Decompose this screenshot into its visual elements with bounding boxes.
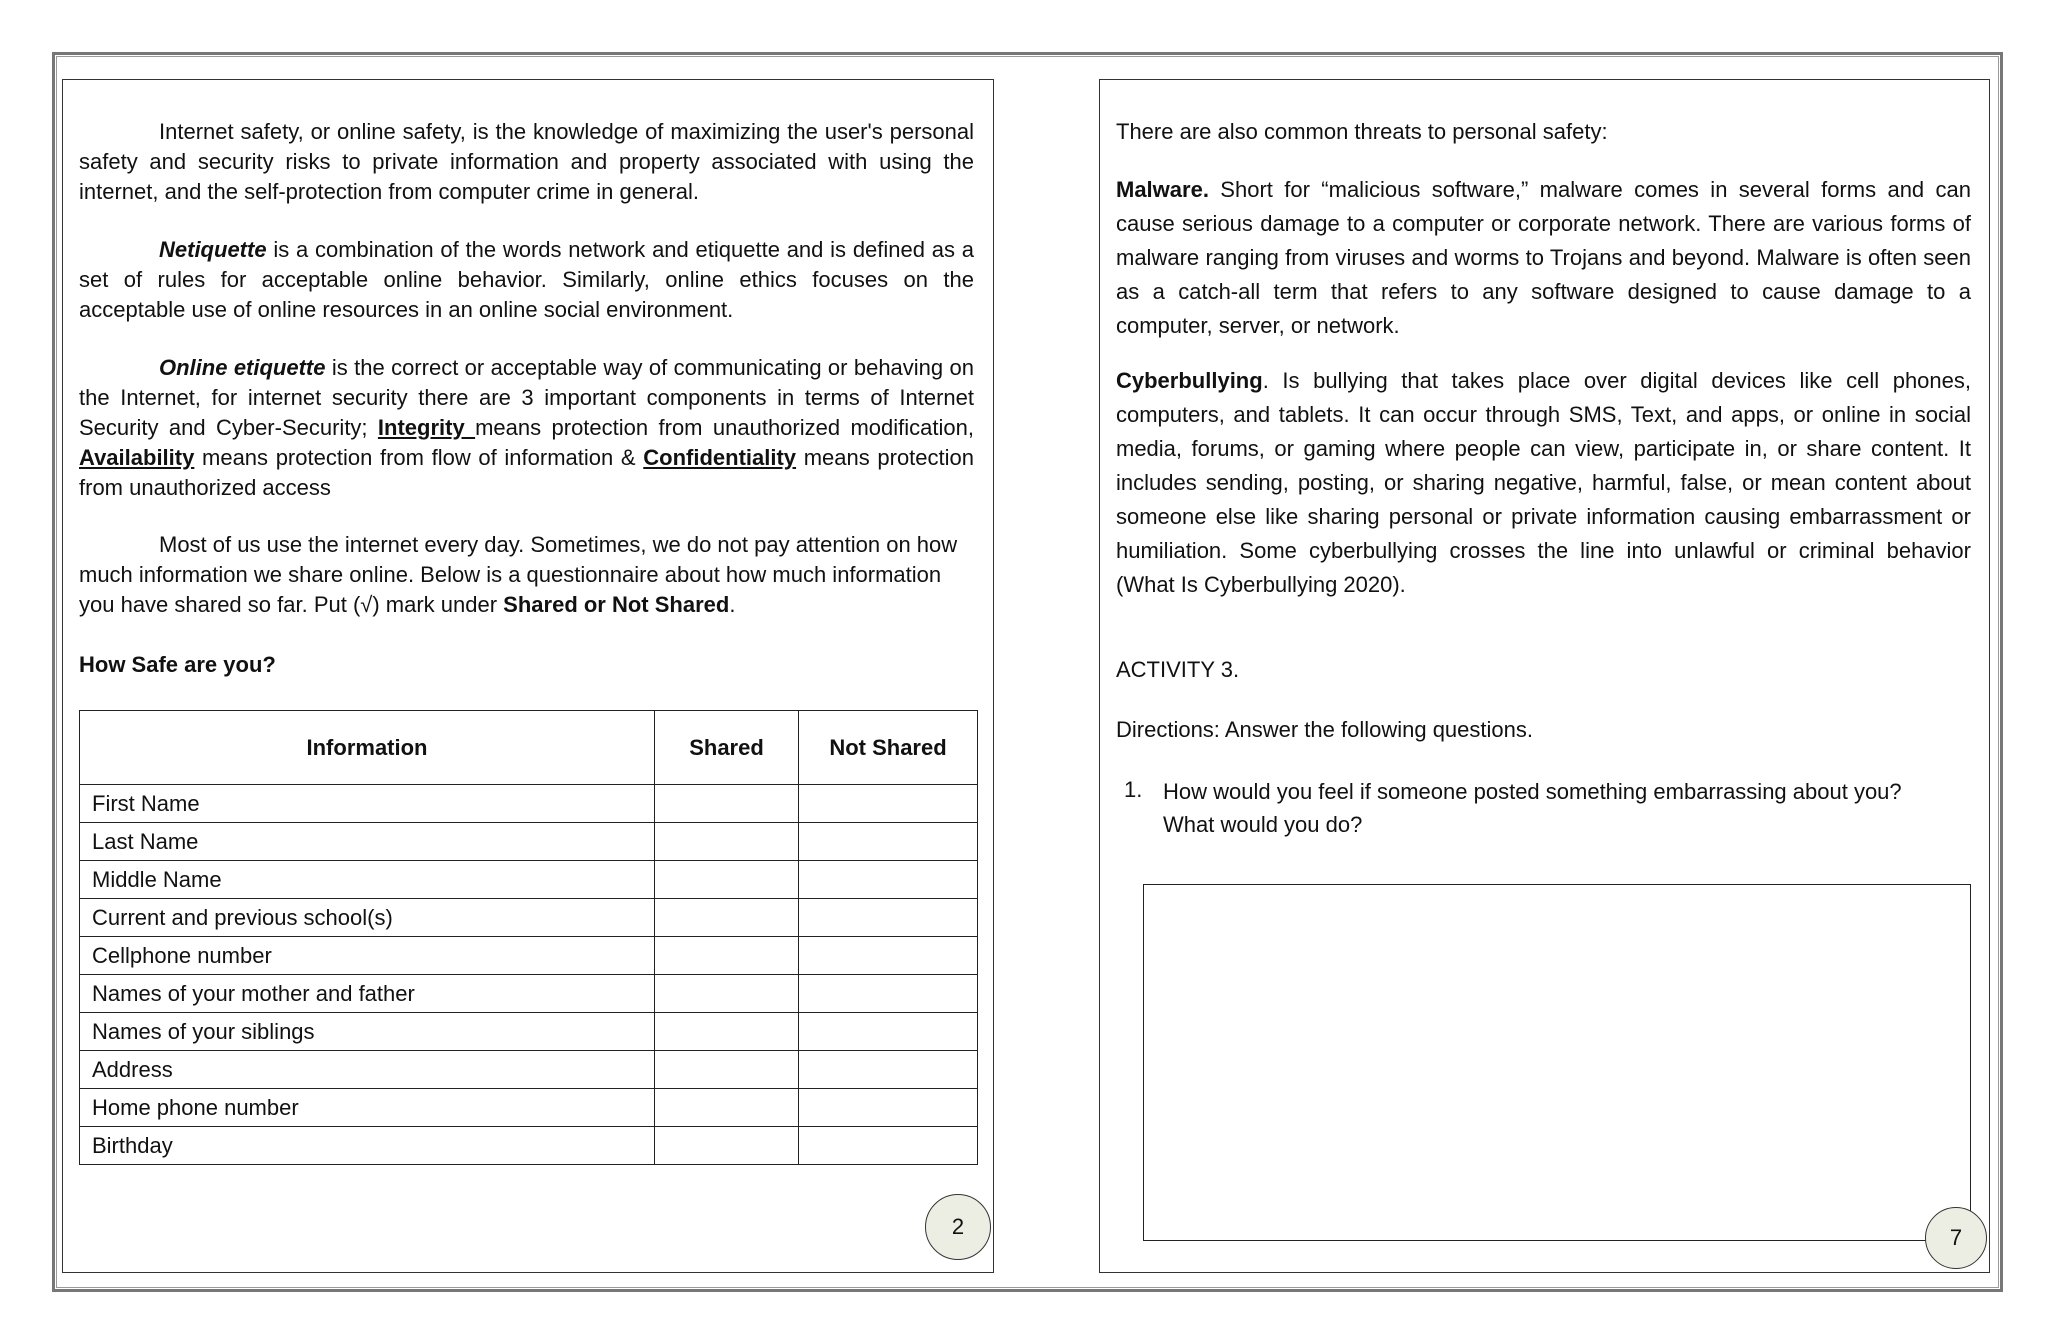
table-row: [80, 823, 978, 861]
table-row: [80, 1127, 978, 1165]
netiquette-term: Netiquette: [159, 237, 267, 262]
row-label: Address: [80, 1051, 655, 1089]
cyberbullying-paragraph: [1116, 364, 1971, 602]
not-shared-cell[interactable]: [799, 899, 978, 937]
row-label: Middle Name: [80, 861, 655, 899]
page-number: 7: [1949, 1225, 1963, 1250]
row-label: Names of your mother and father: [80, 975, 655, 1013]
table-header-row: [80, 711, 978, 785]
column-header-not-shared: Not Shared: [799, 711, 978, 785]
table-row: [80, 899, 978, 937]
how-safe-table: [79, 710, 978, 1165]
online-etiquette-text-c: means protection from flow of information &: [194, 445, 644, 470]
shared-cell[interactable]: [655, 1089, 799, 1127]
row-label: Names of your siblings: [80, 1013, 655, 1051]
shared-not-shared-label: Shared or Not Shared: [503, 592, 730, 617]
not-shared-cell[interactable]: [799, 823, 978, 861]
page-number-badge: [1925, 1207, 1987, 1269]
questionnaire-paragraph: [79, 530, 974, 620]
table-row: [80, 1051, 978, 1089]
row-label: Current and previous school(s): [80, 899, 655, 937]
malware-text: Short for “malicious software,” malware comes in several forms and can cause serious damage to a computer or corporate network. There are various forms of malware ranging from viruses and worms to Trojans and beyond. Malware is often seen as a catch-all term that refers to any software designed to cause damage to a computer, server, or network.: [1116, 177, 1971, 338]
intro-text: Internet safety, or online safety, is the knowledge of maximizing the user's personal safety and security risks to private information and property associated with using the internet, and the self-protection from computer crime in general.: [79, 119, 974, 204]
not-shared-cell[interactable]: [799, 1127, 978, 1165]
table-row: [80, 975, 978, 1013]
row-label: Cellphone number: [80, 937, 655, 975]
cyberbullying-term: Cyberbullying: [1116, 368, 1263, 393]
netiquette-paragraph: [79, 235, 974, 325]
shared-cell[interactable]: [655, 899, 799, 937]
shared-cell[interactable]: [655, 785, 799, 823]
page-number: 2: [951, 1214, 965, 1239]
availability-term: Availability: [79, 445, 195, 470]
directions-text: Directions: Answer the following questions.: [1116, 717, 1533, 742]
table-row: [80, 937, 978, 975]
table-row: [80, 1089, 978, 1127]
question-number: 1.: [1124, 777, 1143, 802]
table-row: [80, 785, 978, 823]
how-safe-heading: How Safe are you?: [79, 652, 276, 677]
malware-term: Malware.: [1116, 177, 1209, 202]
online-etiquette-term: Online etiquette: [159, 355, 326, 380]
questionnaire-text: Most of us use the internet every day. Sometimes, we do not pay attention on how much information we share online. Below is a questionnaire about how much information you have shared so far. Put (√) mark under: [79, 532, 958, 617]
row-label: Home phone number: [80, 1089, 655, 1127]
not-shared-cell[interactable]: [799, 1051, 978, 1089]
shared-cell[interactable]: [655, 861, 799, 899]
question-text: [1163, 775, 1963, 841]
activity-heading: ACTIVITY 3.: [1116, 657, 1240, 682]
online-etiquette-paragraph: [79, 353, 974, 503]
confidentiality-term: Confidentiality: [643, 445, 797, 470]
not-shared-cell[interactable]: [799, 785, 978, 823]
questionnaire-end: .: [729, 592, 736, 617]
question-line-2: What would you do?: [1163, 812, 1363, 837]
shared-cell[interactable]: [655, 975, 799, 1013]
question-line-1: How would you feel if someone posted something embarrassing about you?: [1163, 779, 1902, 804]
netiquette-text: is a combination of the words network and etiquette and is defined as a set of rules for acceptable online behavior. Similarly, online ethics focuses on the acceptable use of online resources in an online social environment.: [79, 237, 974, 322]
online-etiquette-text-a: is the correct or acceptable way of communicating or behaving on the Internet, for internet security there are 3 important components in terms of Internet Security and Cyber-Security;: [79, 355, 974, 440]
answer-box[interactable]: [1143, 884, 1971, 1241]
column-header-shared: Shared: [655, 711, 799, 785]
not-shared-cell[interactable]: [799, 975, 978, 1013]
shared-cell[interactable]: [655, 1013, 799, 1051]
shared-cell[interactable]: [655, 823, 799, 861]
table-row: [80, 861, 978, 899]
row-label: Birthday: [80, 1127, 655, 1165]
integrity-term: Integrity: [377, 415, 476, 440]
column-header-information: Information: [80, 711, 655, 785]
not-shared-cell[interactable]: [799, 861, 978, 899]
intro-paragraph: [79, 117, 974, 207]
shared-cell[interactable]: [655, 1127, 799, 1165]
row-label: First Name: [80, 785, 655, 823]
online-etiquette-text-d: means protection from unauthorized access: [79, 445, 974, 500]
shared-cell[interactable]: [655, 1051, 799, 1089]
not-shared-cell[interactable]: [799, 937, 978, 975]
malware-paragraph: [1116, 173, 1971, 343]
online-etiquette-text-b: means protection from unauthorized modification,: [475, 415, 974, 440]
page-number-badge: [925, 1194, 991, 1260]
table-row: [80, 1013, 978, 1051]
row-label: Last Name: [80, 823, 655, 861]
threats-intro: There are also common threats to personal safety:: [1116, 119, 1608, 144]
shared-cell[interactable]: [655, 937, 799, 975]
cyberbullying-text: . Is bullying that takes place over digital devices like cell phones, computers, and tablets. It can occur through SMS, Text, and apps, or online in social media, forums, or gaming where people can view, participate in, or share content. It includes sending, posting, or sharing negative, harmful, false, or mean content about someone else like sharing personal or private information causing embarrassment or humiliation. Some cyberbullying crosses the line into unlawful or criminal behavior (What Is Cyberbullying 2020).: [1116, 368, 1971, 597]
not-shared-cell[interactable]: [799, 1089, 978, 1127]
not-shared-cell[interactable]: [799, 1013, 978, 1051]
